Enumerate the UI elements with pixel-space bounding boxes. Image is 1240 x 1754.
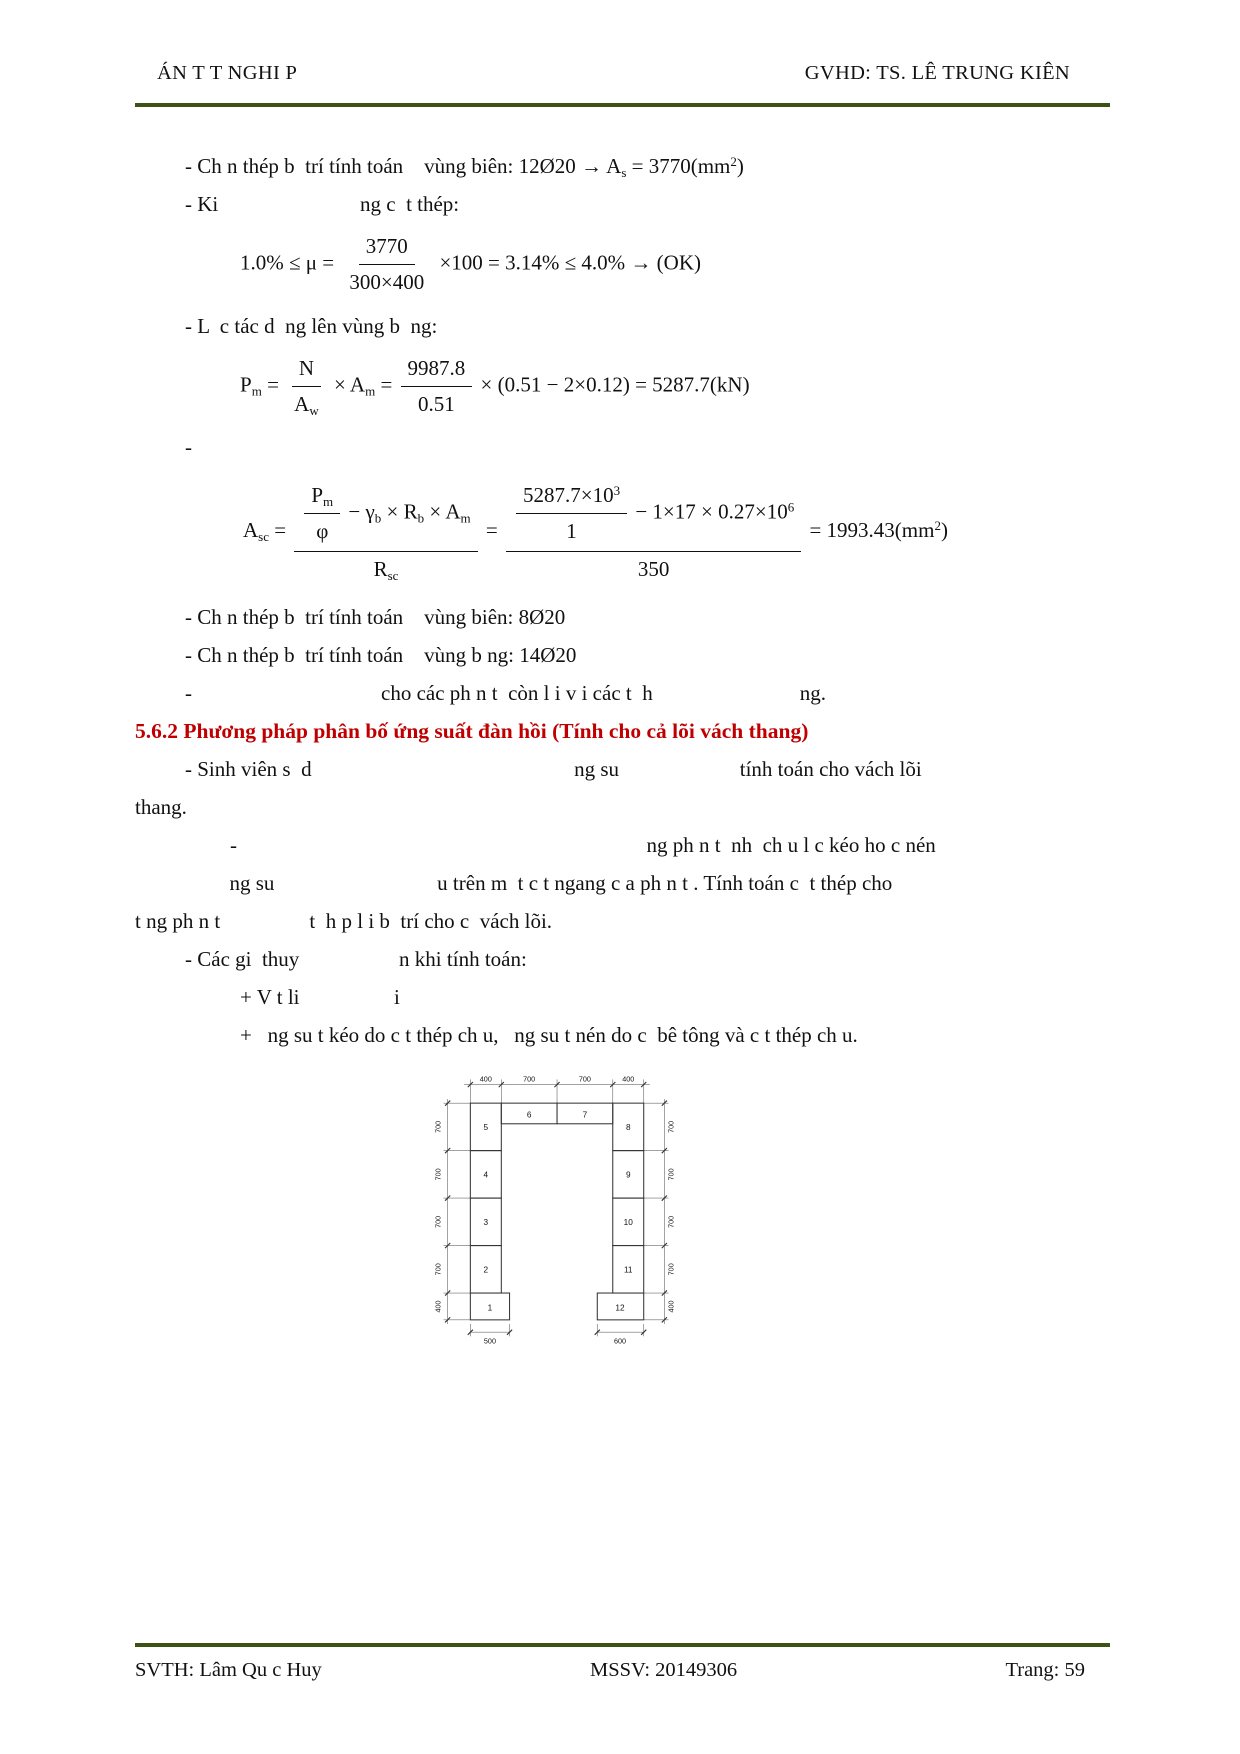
math-text: − 1×17 × 0.27×10 [630, 499, 788, 524]
page-body [135, 107, 1110, 1643]
element-number: 9 [625, 1170, 631, 1180]
wall-outline [470, 1103, 643, 1320]
element-number: 11 [623, 1265, 633, 1275]
paragraph-chon-thep-bung: - Ch n thép b trí tính toán vùng b ng: 14Ø20 [185, 643, 577, 668]
subscript: s [621, 165, 627, 180]
element-number: 3 [483, 1217, 489, 1227]
subscript: m [323, 494, 334, 510]
footer-student-id: MSSV: 20149306 [590, 1659, 738, 1681]
header-left-text: ÁN T T NGHI P [157, 62, 298, 84]
superscript: 2 [730, 154, 737, 169]
math-text: P [311, 483, 324, 508]
math-text: = [375, 372, 398, 397]
math-text: 9987.8 [407, 355, 466, 380]
element-number: 7 [582, 1110, 588, 1120]
fraction-numerator [304, 481, 340, 514]
math-text: 350 [637, 556, 670, 581]
math-text: A [243, 517, 259, 542]
math-text: (mm [690, 154, 731, 178]
element-number: 1 [487, 1303, 493, 1313]
math-text: 0.51 [418, 391, 455, 416]
paragraph-ung-suat-keo-nen: + ng su t kéo do c t thép ch u, ng su t nén do c bê tông và c t thép ch u. [240, 1023, 858, 1048]
math-text: × (0.51 − 2×0.12) = 5287.7(kN) [475, 372, 750, 397]
element-number: 12 [615, 1303, 625, 1313]
fraction-denominator [287, 387, 326, 419]
fraction [342, 232, 431, 298]
math-text: 5287.7×10 [522, 483, 614, 508]
math-text: = 3770 [626, 154, 691, 178]
superscript: 6 [787, 499, 795, 515]
dimension-label: 700 [433, 1215, 443, 1228]
math-text: ) [736, 154, 744, 178]
dimension-label: 700 [433, 1168, 443, 1181]
math-text: 300×400 [349, 270, 425, 295]
fraction [294, 480, 477, 584]
fraction-numerator [401, 354, 473, 387]
dimension-label: 700 [523, 1074, 536, 1084]
subscript: sc [387, 567, 399, 583]
math-text: − γ [343, 499, 375, 524]
element-number: 6 [526, 1110, 532, 1120]
dimension-lines [444, 1079, 669, 1336]
subscript: b [374, 510, 382, 526]
superscript: 2 [934, 517, 941, 533]
math-text: × A [328, 372, 366, 397]
math-text: × A [424, 499, 461, 524]
core-wall-figure [427, 1068, 687, 1355]
subscript: m [460, 510, 471, 526]
math-text: = [480, 517, 503, 542]
dimension-label: 600 [613, 1336, 627, 1346]
element-numbers [484, 1111, 634, 1313]
fraction-numerator [506, 480, 801, 552]
page-header [135, 62, 1110, 107]
math-text: = [269, 517, 292, 542]
dimension-label: 400 [479, 1074, 492, 1084]
math-text: × R [381, 499, 418, 524]
footer-student-name: SVTH: Lâm Qu c Huy [135, 1659, 322, 1681]
paragraph-luc-tac-dung: - L c tác d ng lên vùng b ng: [185, 313, 438, 338]
subscript: m [251, 383, 262, 399]
header-right-text: GVHD: TS. LÊ TRUNG KIÊN [804, 62, 1070, 84]
math-text: (mm [894, 517, 935, 542]
fraction-numerator [516, 481, 627, 514]
fraction-numerator [292, 354, 321, 387]
math-text: 1 [566, 519, 577, 544]
math-text: N [298, 355, 315, 380]
paragraph-chia-phan-tu-3: t ng ph n t t h p l i b trí cho c vách lõi. [135, 909, 553, 934]
paragraph-tuong-tu: - cho các ph n t còn l i v i các t h ng. [185, 681, 826, 706]
math-text: ) [940, 517, 948, 542]
dimension-label: 400 [433, 1300, 443, 1313]
page-footer [135, 1643, 1110, 1682]
dimension-label: 700 [433, 1120, 443, 1133]
math-text: φ [316, 519, 329, 544]
dimension-label: 700 [666, 1263, 676, 1276]
paragraph-gia-thuyet: - Các gi thuy n khi tính toán: [185, 947, 527, 972]
footer-page-number: Trang: 59 [1005, 1659, 1085, 1681]
dimension-label: 400 [622, 1074, 635, 1084]
math-text: A [294, 391, 310, 416]
element-number: 2 [483, 1265, 489, 1275]
section-heading-562: 5.6.2 Phương pháp phân bố ứng suất đàn hồi (Tính cho cả lõi vách thang) [135, 719, 809, 744]
subscript: sc [258, 528, 270, 544]
fraction-denominator [309, 514, 335, 546]
fraction [516, 481, 627, 547]
fraction [287, 354, 326, 420]
math-text: (OK) [656, 250, 701, 275]
dimension-labels [433, 1075, 675, 1346]
formula-reinforcement-ratio [240, 232, 1110, 298]
fraction-denominator [559, 514, 584, 546]
dimension-label: 700 [666, 1215, 676, 1228]
element-number: 8 [625, 1123, 631, 1133]
fraction [506, 480, 801, 584]
paragraph-chia-phan-tu-2: ng su u trên m t c t ngang c a ph n t . Tính toán c t thép cho [135, 871, 893, 896]
dimension-label: 500 [483, 1336, 496, 1346]
dimension-label: 700 [433, 1263, 443, 1276]
formula-steel-area [243, 480, 1110, 584]
element-number: 4 [483, 1170, 489, 1180]
paragraph-sinh-vien-1: - Sinh viên s d ng su tính toán cho vách lõi [185, 757, 922, 782]
paragraph-kiem-tra-ham-luong: - Ki ng c t thép: [185, 192, 460, 216]
subscript: m [365, 383, 376, 399]
math-text: P [240, 372, 252, 397]
core-wall-diagram [427, 1068, 685, 1355]
dimension-label: 700 [666, 1120, 676, 1133]
fraction-denominator [367, 552, 406, 584]
fraction-denominator [631, 552, 677, 584]
fraction-denominator [342, 265, 431, 297]
math-text: = 1993.43 [804, 517, 895, 542]
math-text: ×100 = 3.14% ≤ 4.0% → [434, 250, 657, 275]
math-text: 1.0% ≤ μ = [240, 250, 340, 275]
paragraph-dash: - [185, 435, 192, 460]
paragraph-chon-thep-bien-2: - Ch n thép b trí tính toán vùng biên: 8Ø20 [185, 605, 566, 630]
paragraph-chon-thep-bien [135, 147, 1110, 185]
superscript: 3 [613, 483, 621, 499]
dimension-label: 700 [666, 1168, 676, 1181]
fraction-numerator [294, 480, 477, 552]
math-text: 12Ø20 → A [518, 154, 622, 178]
element-number: 10 [623, 1217, 633, 1227]
math-text: 3770 [365, 234, 408, 258]
formula-web-force [240, 354, 1110, 420]
subscript: w [309, 402, 319, 418]
fraction [304, 481, 340, 547]
fraction-denominator [411, 387, 462, 419]
math-text: R [373, 556, 388, 581]
paragraph-vat-lieu: + V t li i [240, 985, 400, 1010]
dimension-ticks [445, 1082, 667, 1335]
paragraph-sinh-vien-2: thang. [135, 795, 187, 820]
fraction [401, 354, 473, 420]
dimension-label: 400 [666, 1300, 676, 1313]
element-number: 5 [483, 1123, 489, 1133]
math-text: - Ch n thép b trí tính toán vùng biên: [185, 154, 519, 178]
dimension-label: 700 [578, 1074, 591, 1084]
paragraph-chia-phan-tu-1: - ng ph n t nh ch u l c kéo ho c nén [230, 833, 936, 858]
math-text: = [261, 372, 285, 397]
subscript: b [417, 510, 425, 526]
fraction-numerator [359, 232, 415, 265]
